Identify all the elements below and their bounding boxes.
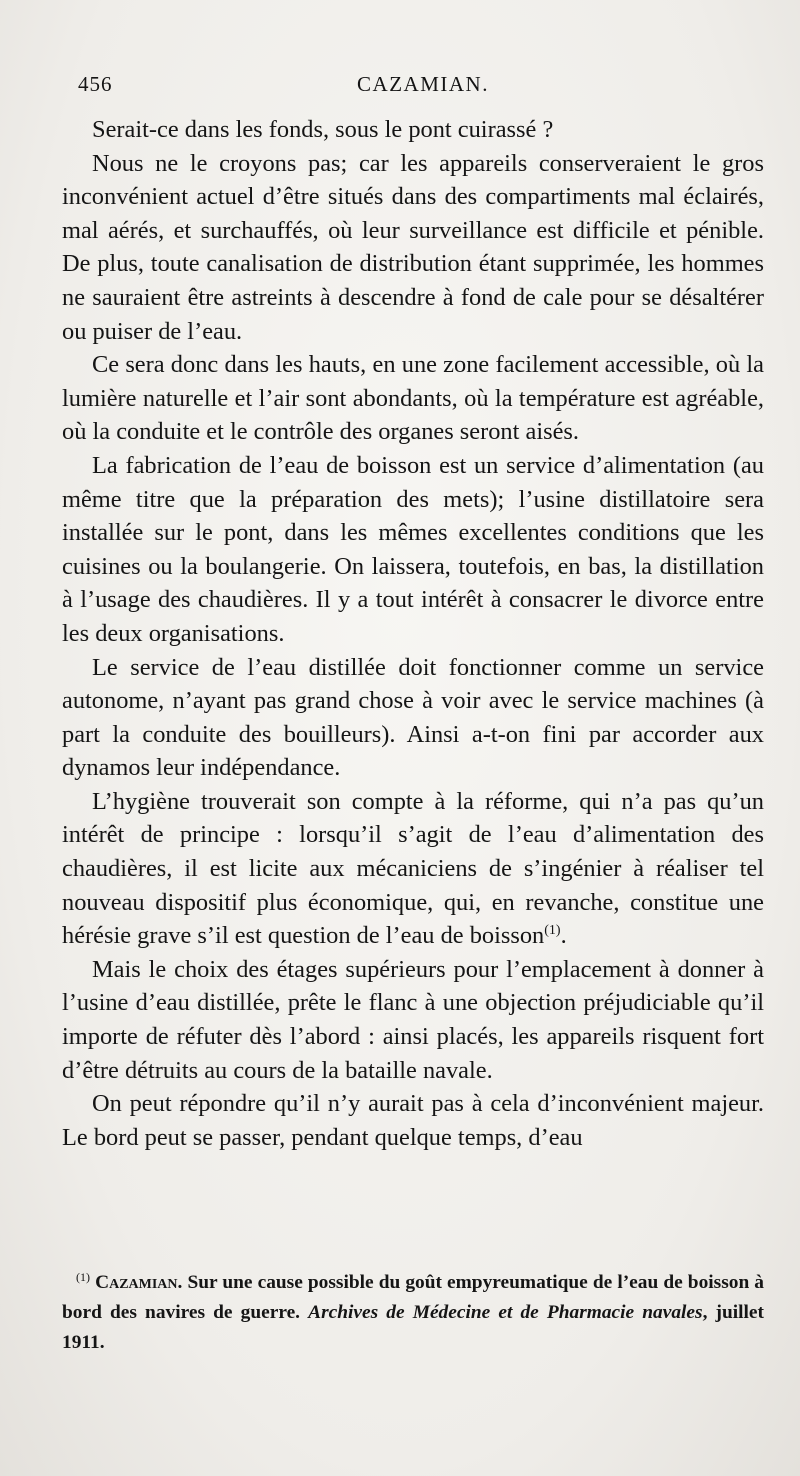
footnotes bbox=[62, 1268, 764, 1358]
sentence-end: . bbox=[560, 922, 567, 950]
paragraph: Ce sera donc dans les hauts, en une zone facilement accessible, où la lumière naturelle et l’air sont abondants, où la température est agréable, où la conduite et le contrôle des organes seront aisés. bbox=[62, 351, 764, 446]
paragraph bbox=[62, 785, 764, 953]
running-head: CAZAMIAN. bbox=[357, 72, 489, 96]
footnote-reference: (1) bbox=[544, 923, 561, 939]
page-number: 456 bbox=[78, 72, 113, 96]
footnote-author: Cazamian. bbox=[95, 1272, 183, 1293]
page-header bbox=[78, 72, 768, 106]
paragraph: On peut répondre qu’il n’y aurait pas à cela d’inconvénient majeur. Le bord peut se passer, pendant quelque temps, d’eau bbox=[62, 1090, 764, 1151]
footnote-text: Sur une cause possible du goût empyreumatique de l’eau de boisson à bord des navires de guerre. bbox=[62, 1272, 764, 1323]
paragraph: Serait-ce dans les fonds, sous le pont cuirassé ? bbox=[92, 116, 554, 143]
paragraph: Le service de l’eau distillée doit fonctionner comme un service autonome, n’ayant pas grand chose à voir avec le service machines (à part la conduite des bouilleurs). Ainsi a-t-on fini par accorder aux dynamos leur indépendance. bbox=[62, 653, 764, 782]
footnote-marker: (1) bbox=[76, 1270, 90, 1284]
paragraph-text: L’hygiène trouverait son compte à la réforme, qui n’a pas qu’un intérêt de principe : lorsqu’il s’agit de l’eau d’alimentation des chaudières, il est licite aux mécaniciens de s’ingénier à réaliser tel nouveau dispositif plus économique, qui, en revanche, constitue une hérésie grave s’il est question de l’eau de boisson bbox=[62, 787, 764, 950]
footnote-date: , juillet 1911. bbox=[62, 1302, 764, 1353]
footnote bbox=[62, 1268, 764, 1358]
paragraph: Nous ne le croyons pas; car les appareils conserveraient le gros inconvénient actuel d’être situés dans des compartiments mal éclairés, mal aérés, et surchauffés, où leur surveillance est difficile et pénible. De plus, toute canalisation de distribution étant supprimée, les hommes ne sauraient être astreints à descendre à fond de cale pour se désaltérer ou puiser de l’eau. bbox=[62, 149, 764, 345]
footnote-journal: Archives de Médecine et de Pharmacie navales bbox=[308, 1302, 703, 1323]
paragraph: Mais le choix des étages supérieurs pour l’emplacement à donner à l’usine d’eau distillée, prête le flanc à une objection préjudiciable qu’il importe de réfuter dès l’abord : ainsi placés, les appareils risquent fort d’être détruits au cours de la bataille navale. bbox=[62, 955, 764, 1084]
body-text bbox=[62, 113, 764, 1154]
paragraph: La fabrication de l’eau de boisson est un service d’alimentation (au même titre que la préparation des mets); l’usine distillatoire sera installée sur le pont, dans les mêmes excellentes conditions que les cuisines ou la boulangerie. On laissera, toutefois, en bas, la distillation à l’usage des chaudières. Il y a tout intérêt à consacrer le divorce entre les deux organisations. bbox=[62, 451, 764, 647]
